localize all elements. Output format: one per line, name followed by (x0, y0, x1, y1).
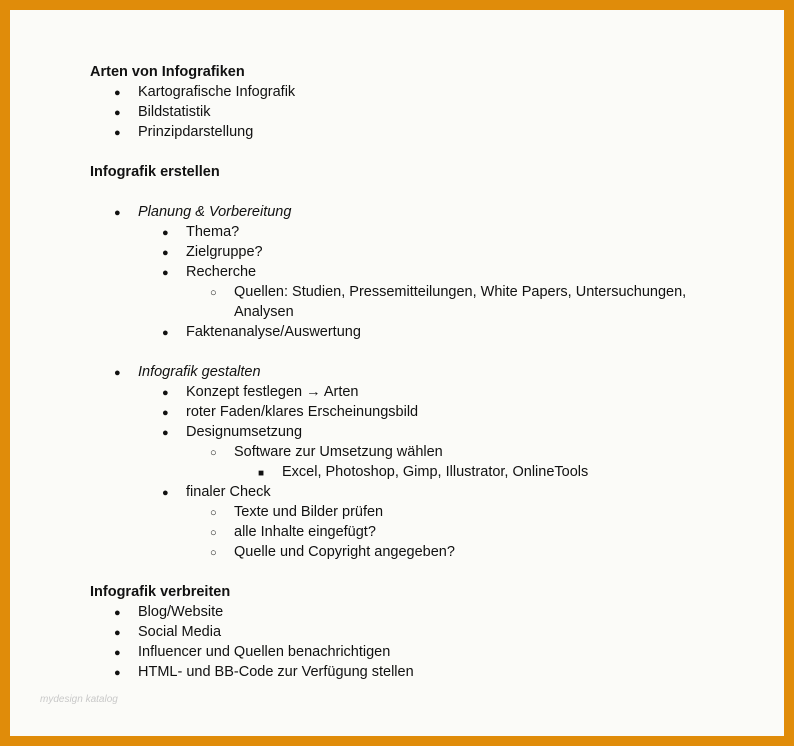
bullet-disc-icon (114, 82, 128, 103)
document-page (10, 10, 784, 736)
list-item: ● Kartografische Infografik (90, 82, 730, 102)
gestalten-label: Infografik gestalten (138, 364, 261, 380)
list-item (90, 362, 730, 562)
bullet-circle-icon (210, 442, 224, 463)
list-item: ● Influencer und Quellen benachrichtigen (90, 642, 730, 662)
list-item: ■ Excel, Photoshop, Gimp, Illustrator, OnlineTools (234, 462, 730, 482)
bullet-disc-icon (162, 382, 176, 403)
document-body (90, 62, 730, 682)
list-item: ● Konzept festlegen → Arten (138, 382, 730, 402)
bullet-disc-icon (114, 362, 128, 383)
list-gestalten (90, 362, 730, 562)
list-item: ● Social Media (90, 622, 730, 642)
bullet-disc-icon (114, 202, 128, 223)
list-item: ○ Quellen: Studien, Pressemitteilungen, White Papers, Untersuchungen, Analysen (186, 282, 730, 322)
bullet-disc-icon (114, 102, 128, 123)
bullet-disc-icon (114, 642, 128, 663)
bullet-disc-icon (162, 482, 176, 503)
list-item: ● Zielgruppe? (138, 242, 730, 262)
list-planung (138, 222, 730, 342)
list-item: ● Recherche ○ Quellen: Studien, Pressemitteilungen, White Papers, Untersuchungen, Analysen (138, 262, 730, 322)
bullet-disc-icon (162, 222, 176, 243)
list-item: ● HTML- und BB-Code zur Verfügung stellen (90, 662, 730, 682)
bullet-disc-icon (114, 122, 128, 143)
bullet-circle-icon (210, 502, 224, 523)
bullet-disc-icon (162, 322, 176, 343)
list-item: ● Prinzipdarstellung (90, 122, 730, 142)
list-item: ○ Texte und Bilder prüfen (186, 502, 730, 522)
planung-label: Planung & Vorbereitung (138, 204, 292, 220)
list-item: ● Bildstatistik (90, 102, 730, 122)
list-item: ● Blog/Website (90, 602, 730, 622)
heading-arten: Arten von Infografiken (90, 64, 245, 80)
watermark: mydesign katalog (40, 694, 118, 705)
heading-erstellen: Infografik erstellen (90, 164, 220, 180)
list-erstellen (90, 202, 730, 342)
bullet-disc-icon (114, 622, 128, 643)
list-item: ○ Quelle und Copyright angegeben? (186, 542, 730, 562)
list-item (90, 202, 730, 342)
bullet-circle-icon (210, 282, 224, 303)
bullet-disc-icon (162, 262, 176, 283)
bullet-disc-icon (162, 402, 176, 423)
list-verbreiten (90, 602, 730, 682)
list-item: ● Faktenanalyse/Auswertung (138, 322, 730, 342)
list-item: ● roter Faden/klares Erscheinungsbild (138, 402, 730, 422)
bullet-circle-icon (210, 542, 224, 563)
list-item: ● finaler Check ○ Texte und Bilder prüfen ○ alle Inhalte eingefügt? ○ Quelle und Copyright angegeben? (138, 482, 730, 562)
bullet-disc-icon (114, 662, 128, 683)
bullet-disc-icon (114, 602, 128, 623)
list-item: ● Designumsetzung ○ Software zur Umsetzung wählen ■ Excel, Photoshop, Gimp, Illustrator, OnlineTools (138, 422, 730, 482)
heading-verbreiten: Infografik verbreiten (90, 584, 231, 600)
list-recherche (186, 282, 730, 322)
list-item: ● Thema? (138, 222, 730, 242)
bullet-square-icon (258, 462, 272, 484)
list-item: ○ Software zur Umsetzung wählen ■ Excel, Photoshop, Gimp, Illustrator, OnlineTools (186, 442, 730, 482)
list-item: ○ alle Inhalte eingefügt? (186, 522, 730, 542)
bullet-circle-icon (210, 522, 224, 543)
bullet-disc-icon (162, 242, 176, 263)
bullet-disc-icon (162, 422, 176, 443)
list-arten (90, 82, 730, 142)
